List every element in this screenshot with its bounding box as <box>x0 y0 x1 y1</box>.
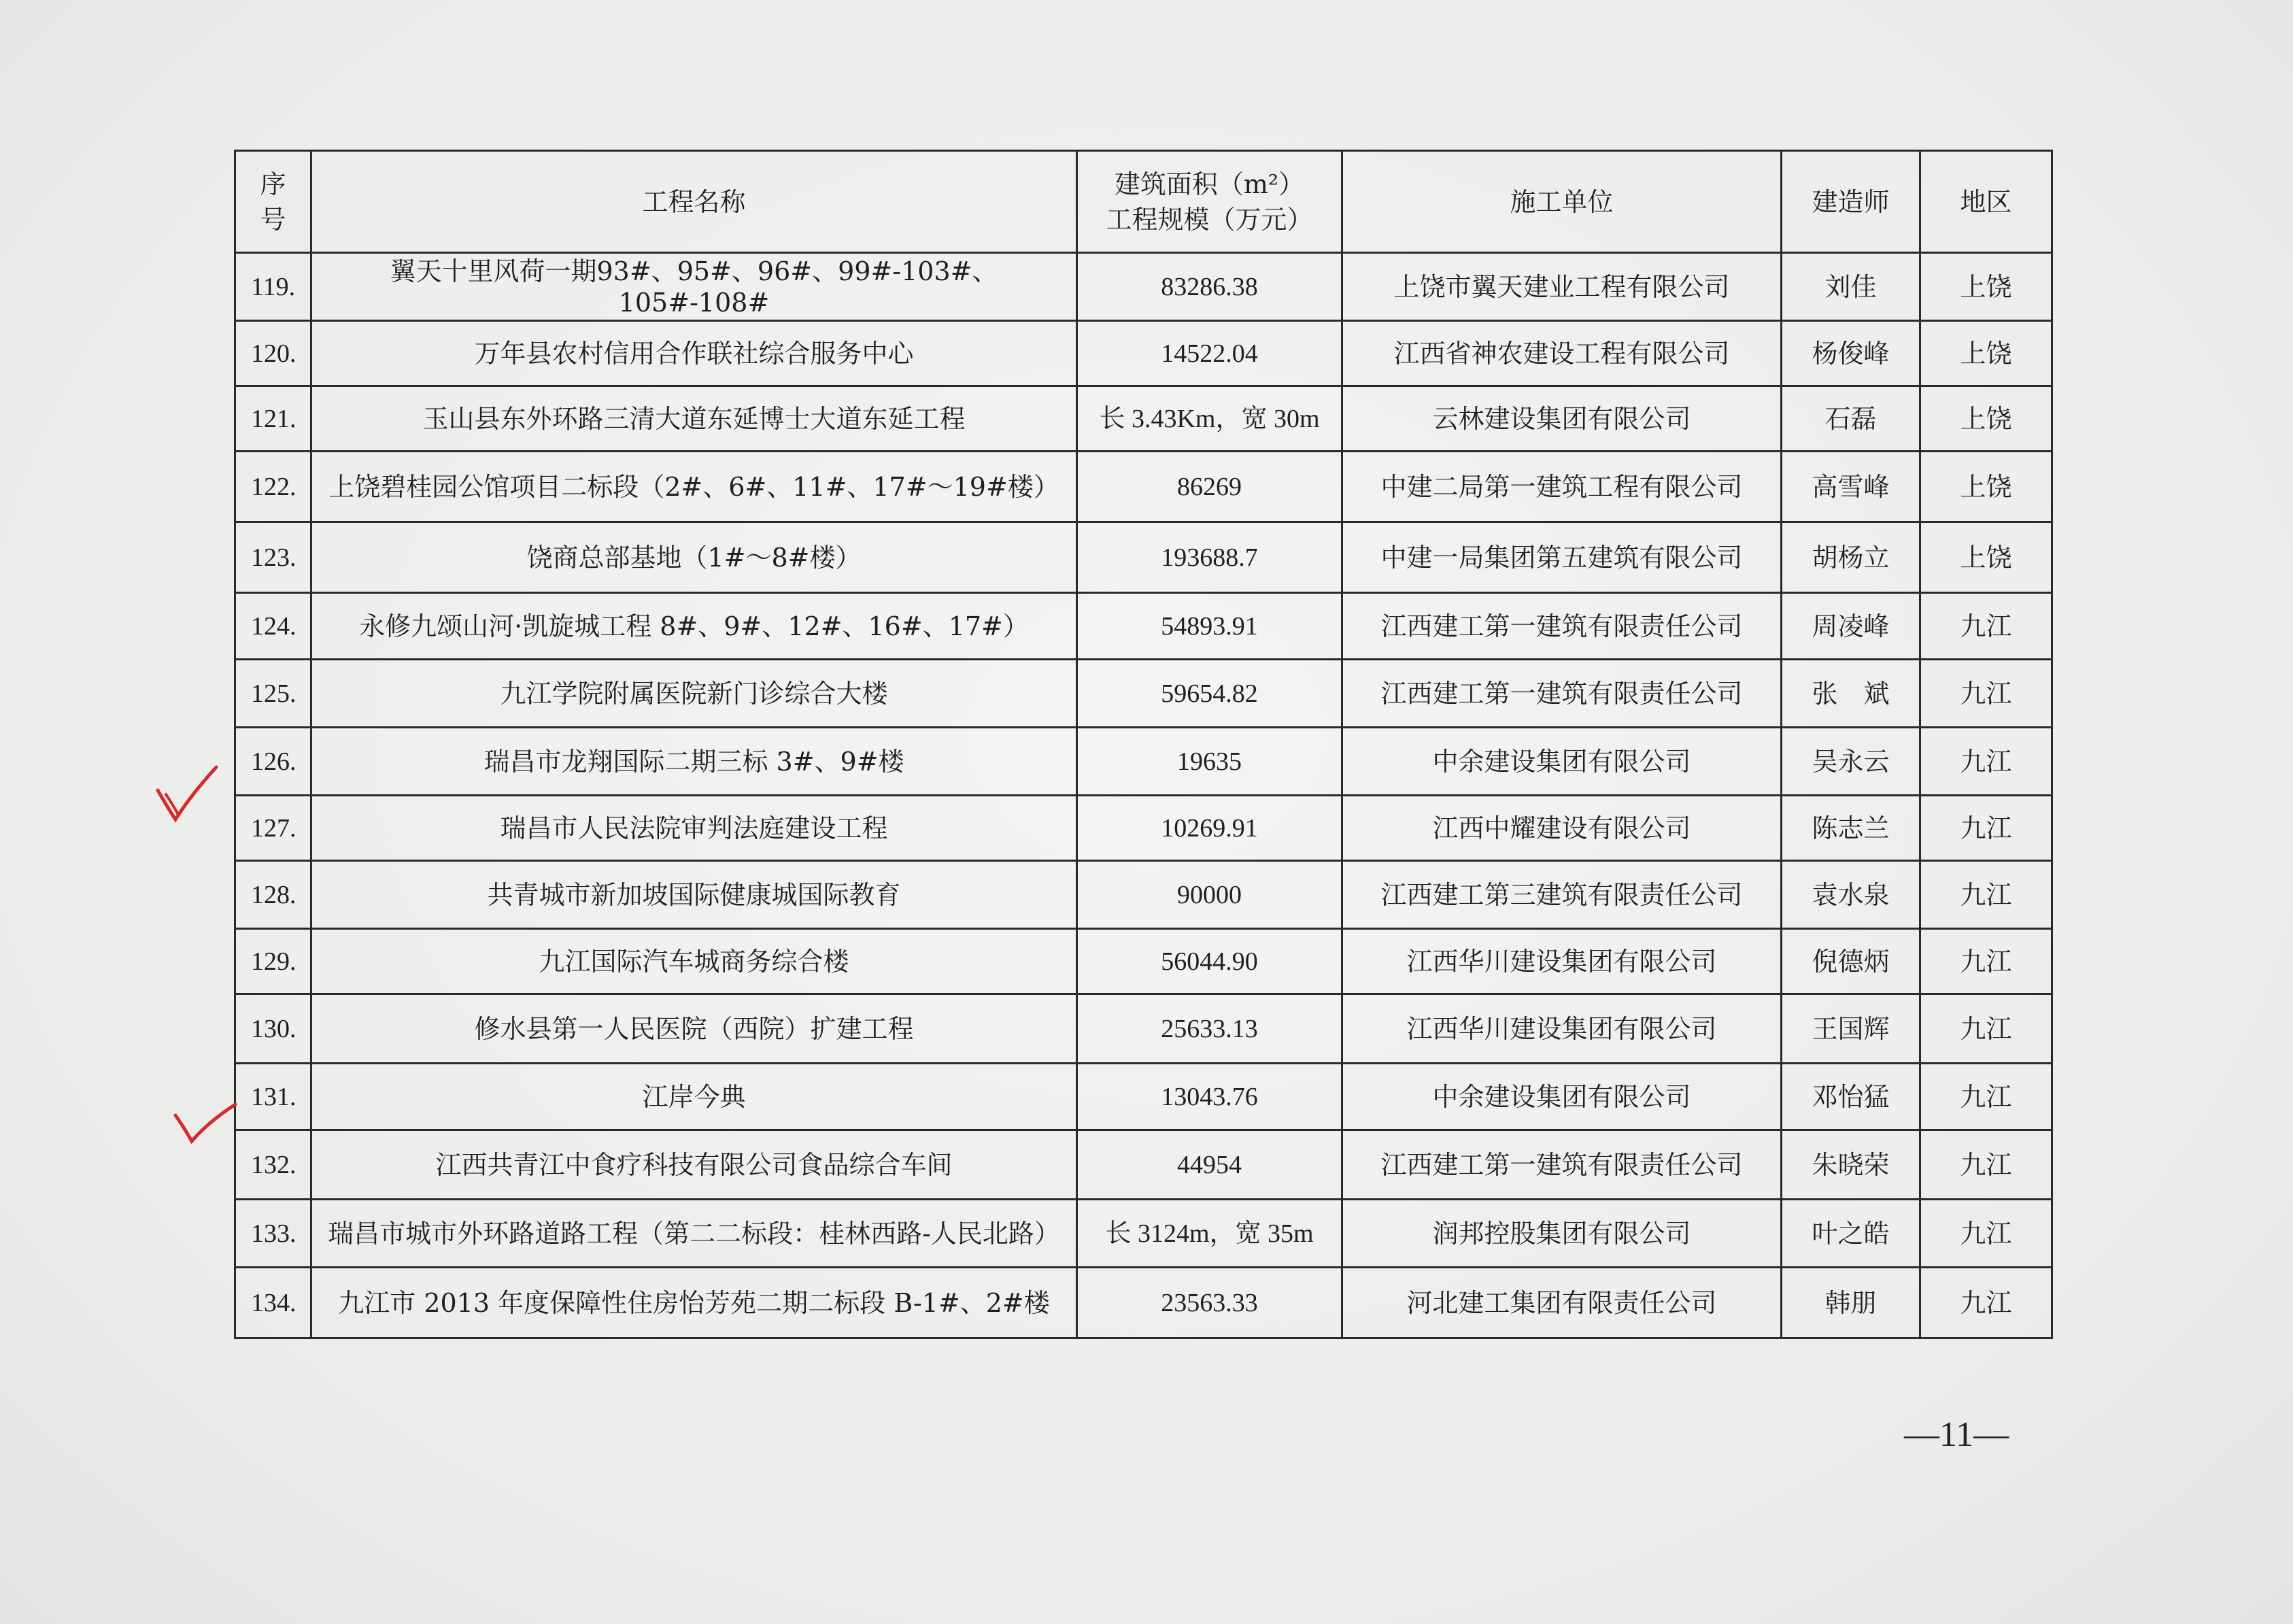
header-builder: 建造师 <box>1782 151 1920 253</box>
row-area: 长 3.43Km，宽 30m <box>1077 386 1342 452</box>
row-company: 江西中耀建设有限公司 <box>1342 796 1782 861</box>
row-seq: 123. <box>235 522 311 593</box>
table-row <box>235 386 2052 452</box>
row-project-name: 江西共青江中食疗科技有限公司食品综合车间 <box>311 1130 1077 1200</box>
row-company: 江西建工第一建筑有限责任公司 <box>1342 1130 1782 1200</box>
check-mark-icon <box>158 767 216 819</box>
row-seq: 132. <box>235 1130 311 1200</box>
header-area: 建筑面积（m²） 工程规模（万元） <box>1077 151 1342 253</box>
header-row <box>235 151 2052 253</box>
row-company: 上饶市翼天建业工程有限公司 <box>1342 253 1782 321</box>
row-builder: 胡杨立 <box>1782 522 1920 593</box>
table-row <box>235 861 2052 929</box>
row-region: 上饶 <box>1920 522 2052 593</box>
row-seq: 134. <box>235 1268 311 1338</box>
row-builder: 陈志兰 <box>1782 796 1920 861</box>
row-builder: 杨俊峰 <box>1782 321 1920 386</box>
row-company: 中建一局集团第五建筑有限公司 <box>1342 522 1782 593</box>
row-company: 中余建设集团有限公司 <box>1342 1064 1782 1130</box>
table-row <box>235 1268 2052 1338</box>
row-seq: 129. <box>235 929 311 994</box>
row-project-name: 饶商总部基地（1#～8#楼） <box>311 522 1077 593</box>
table-row <box>235 796 2052 861</box>
row-region: 上饶 <box>1920 253 2052 321</box>
row-area: 25633.13 <box>1077 994 1342 1064</box>
row-seq: 120. <box>235 321 311 386</box>
row-company: 云林建设集团有限公司 <box>1342 386 1782 452</box>
row-company: 江西建工第一建筑有限责任公司 <box>1342 593 1782 660</box>
row-company: 河北建工集团有限责任公司 <box>1342 1268 1782 1338</box>
header-project-name: 工程名称 <box>311 151 1077 253</box>
row-region: 九江 <box>1920 1064 2052 1130</box>
row-builder: 周凌峰 <box>1782 593 1920 660</box>
row-builder: 韩朋 <box>1782 1268 1920 1338</box>
table-row <box>235 593 2052 660</box>
row-company: 江西省神农建设工程有限公司 <box>1342 321 1782 386</box>
table-row <box>235 452 2052 522</box>
row-seq: 133. <box>235 1200 311 1268</box>
table-row <box>235 994 2052 1064</box>
row-seq: 122. <box>235 452 311 522</box>
row-area: 长 3124m，宽 35m <box>1077 1200 1342 1268</box>
row-region: 九江 <box>1920 660 2052 728</box>
row-project-name: 修水县第一人民医院（西院）扩建工程 <box>311 994 1077 1064</box>
row-company: 江西建工第三建筑有限责任公司 <box>1342 861 1782 929</box>
row-region: 九江 <box>1920 1130 2052 1200</box>
row-project-name: 玉山县东外环路三清大道东延博士大道东延工程 <box>311 386 1077 452</box>
row-region: 九江 <box>1920 1200 2052 1268</box>
row-builder: 王国辉 <box>1782 994 1920 1064</box>
row-project-name: 瑞昌市城市外环路道路工程（第二二标段：桂林西路-人民北路） <box>311 1200 1077 1268</box>
row-builder: 石磊 <box>1782 386 1920 452</box>
table-row <box>235 660 2052 728</box>
row-area: 44954 <box>1077 1130 1342 1200</box>
header-region: 地区 <box>1920 151 2052 253</box>
row-project-name: 瑞昌市龙翔国际二期三标 3#、9#楼 <box>311 728 1077 796</box>
row-company: 中建二局第一建筑工程有限公司 <box>1342 452 1782 522</box>
row-region: 上饶 <box>1920 386 2052 452</box>
row-project-name: 万年县农村信用合作联社综合服务中心 <box>311 321 1077 386</box>
row-builder: 倪德炳 <box>1782 929 1920 994</box>
row-area: 13043.76 <box>1077 1064 1342 1130</box>
row-builder: 吴永云 <box>1782 728 1920 796</box>
row-area: 10269.91 <box>1077 796 1342 861</box>
row-builder: 刘佳 <box>1782 253 1920 321</box>
row-project-name: 翼天十里风荷一期93#、95#、96#、99#-103#、105#-108# <box>311 253 1077 321</box>
header-company: 施工单位 <box>1342 151 1782 253</box>
row-region: 九江 <box>1920 593 2052 660</box>
row-builder: 朱晓荣 <box>1782 1130 1920 1200</box>
row-region: 九江 <box>1920 796 2052 861</box>
row-area: 59654.82 <box>1077 660 1342 728</box>
row-seq: 131. <box>235 1064 311 1130</box>
row-seq: 125. <box>235 660 311 728</box>
row-region: 九江 <box>1920 929 2052 994</box>
row-builder: 叶之皓 <box>1782 1200 1920 1268</box>
row-seq: 119. <box>235 253 311 321</box>
row-area: 54893.91 <box>1077 593 1342 660</box>
row-region: 九江 <box>1920 861 2052 929</box>
row-area: 90000 <box>1077 861 1342 929</box>
row-builder: 张 斌 <box>1782 660 1920 728</box>
row-seq: 124. <box>235 593 311 660</box>
table-row <box>235 1130 2052 1200</box>
header-seq: 序号 <box>235 151 311 253</box>
table-row <box>235 1200 2052 1268</box>
table-row <box>235 253 2052 321</box>
row-project-name: 共青城市新加坡国际健康城国际教育 <box>311 861 1077 929</box>
project-table <box>234 150 2053 1339</box>
row-company: 江西华川建设集团有限公司 <box>1342 929 1782 994</box>
table-row <box>235 321 2052 386</box>
check-mark-icon <box>166 794 178 815</box>
row-project-name: 江岸今典 <box>311 1064 1077 1130</box>
table-row <box>235 522 2052 593</box>
row-area: 19635 <box>1077 728 1342 796</box>
row-company: 江西建工第一建筑有限责任公司 <box>1342 660 1782 728</box>
check-mark-icon <box>175 1104 235 1141</box>
row-area: 56044.90 <box>1077 929 1342 994</box>
row-area: 193688.7 <box>1077 522 1342 593</box>
row-region: 上饶 <box>1920 321 2052 386</box>
row-area: 23563.33 <box>1077 1268 1342 1338</box>
row-area: 83286.38 <box>1077 253 1342 321</box>
row-region: 九江 <box>1920 994 2052 1064</box>
row-builder: 高雪峰 <box>1782 452 1920 522</box>
table-row <box>235 929 2052 994</box>
row-project-name: 九江学院附属医院新门诊综合大楼 <box>311 660 1077 728</box>
row-seq: 128. <box>235 861 311 929</box>
row-region: 九江 <box>1920 1268 2052 1338</box>
row-project-name: 上饶碧桂园公馆项目二标段（2#、6#、11#、17#～19#楼） <box>311 452 1077 522</box>
row-seq: 130. <box>235 994 311 1064</box>
row-builder: 袁水泉 <box>1782 861 1920 929</box>
row-region: 上饶 <box>1920 452 2052 522</box>
row-project-name: 永修九颂山河·凯旋城工程 8#、9#、12#、16#、17#） <box>311 593 1077 660</box>
row-seq: 127. <box>235 796 311 861</box>
row-project-name: 瑞昌市人民法院审判法庭建设工程 <box>311 796 1077 861</box>
table-row <box>235 1064 2052 1130</box>
row-region: 九江 <box>1920 728 2052 796</box>
row-area: 86269 <box>1077 452 1342 522</box>
row-seq: 121. <box>235 386 311 452</box>
row-company: 中余建设集团有限公司 <box>1342 728 1782 796</box>
page-number: —11— <box>1904 1415 2009 1454</box>
row-project-name: 九江市 2013 年度保障性住房怡芳苑二期二标段 B-1#、2#楼 <box>311 1268 1077 1338</box>
row-company: 江西华川建设集团有限公司 <box>1342 994 1782 1064</box>
row-area: 14522.04 <box>1077 321 1342 386</box>
row-project-name: 九江国际汽车城商务综合楼 <box>311 929 1077 994</box>
row-company: 润邦控股集团有限公司 <box>1342 1200 1782 1268</box>
row-seq: 126. <box>235 728 311 796</box>
row-builder: 邓怡猛 <box>1782 1064 1920 1130</box>
table-row <box>235 728 2052 796</box>
